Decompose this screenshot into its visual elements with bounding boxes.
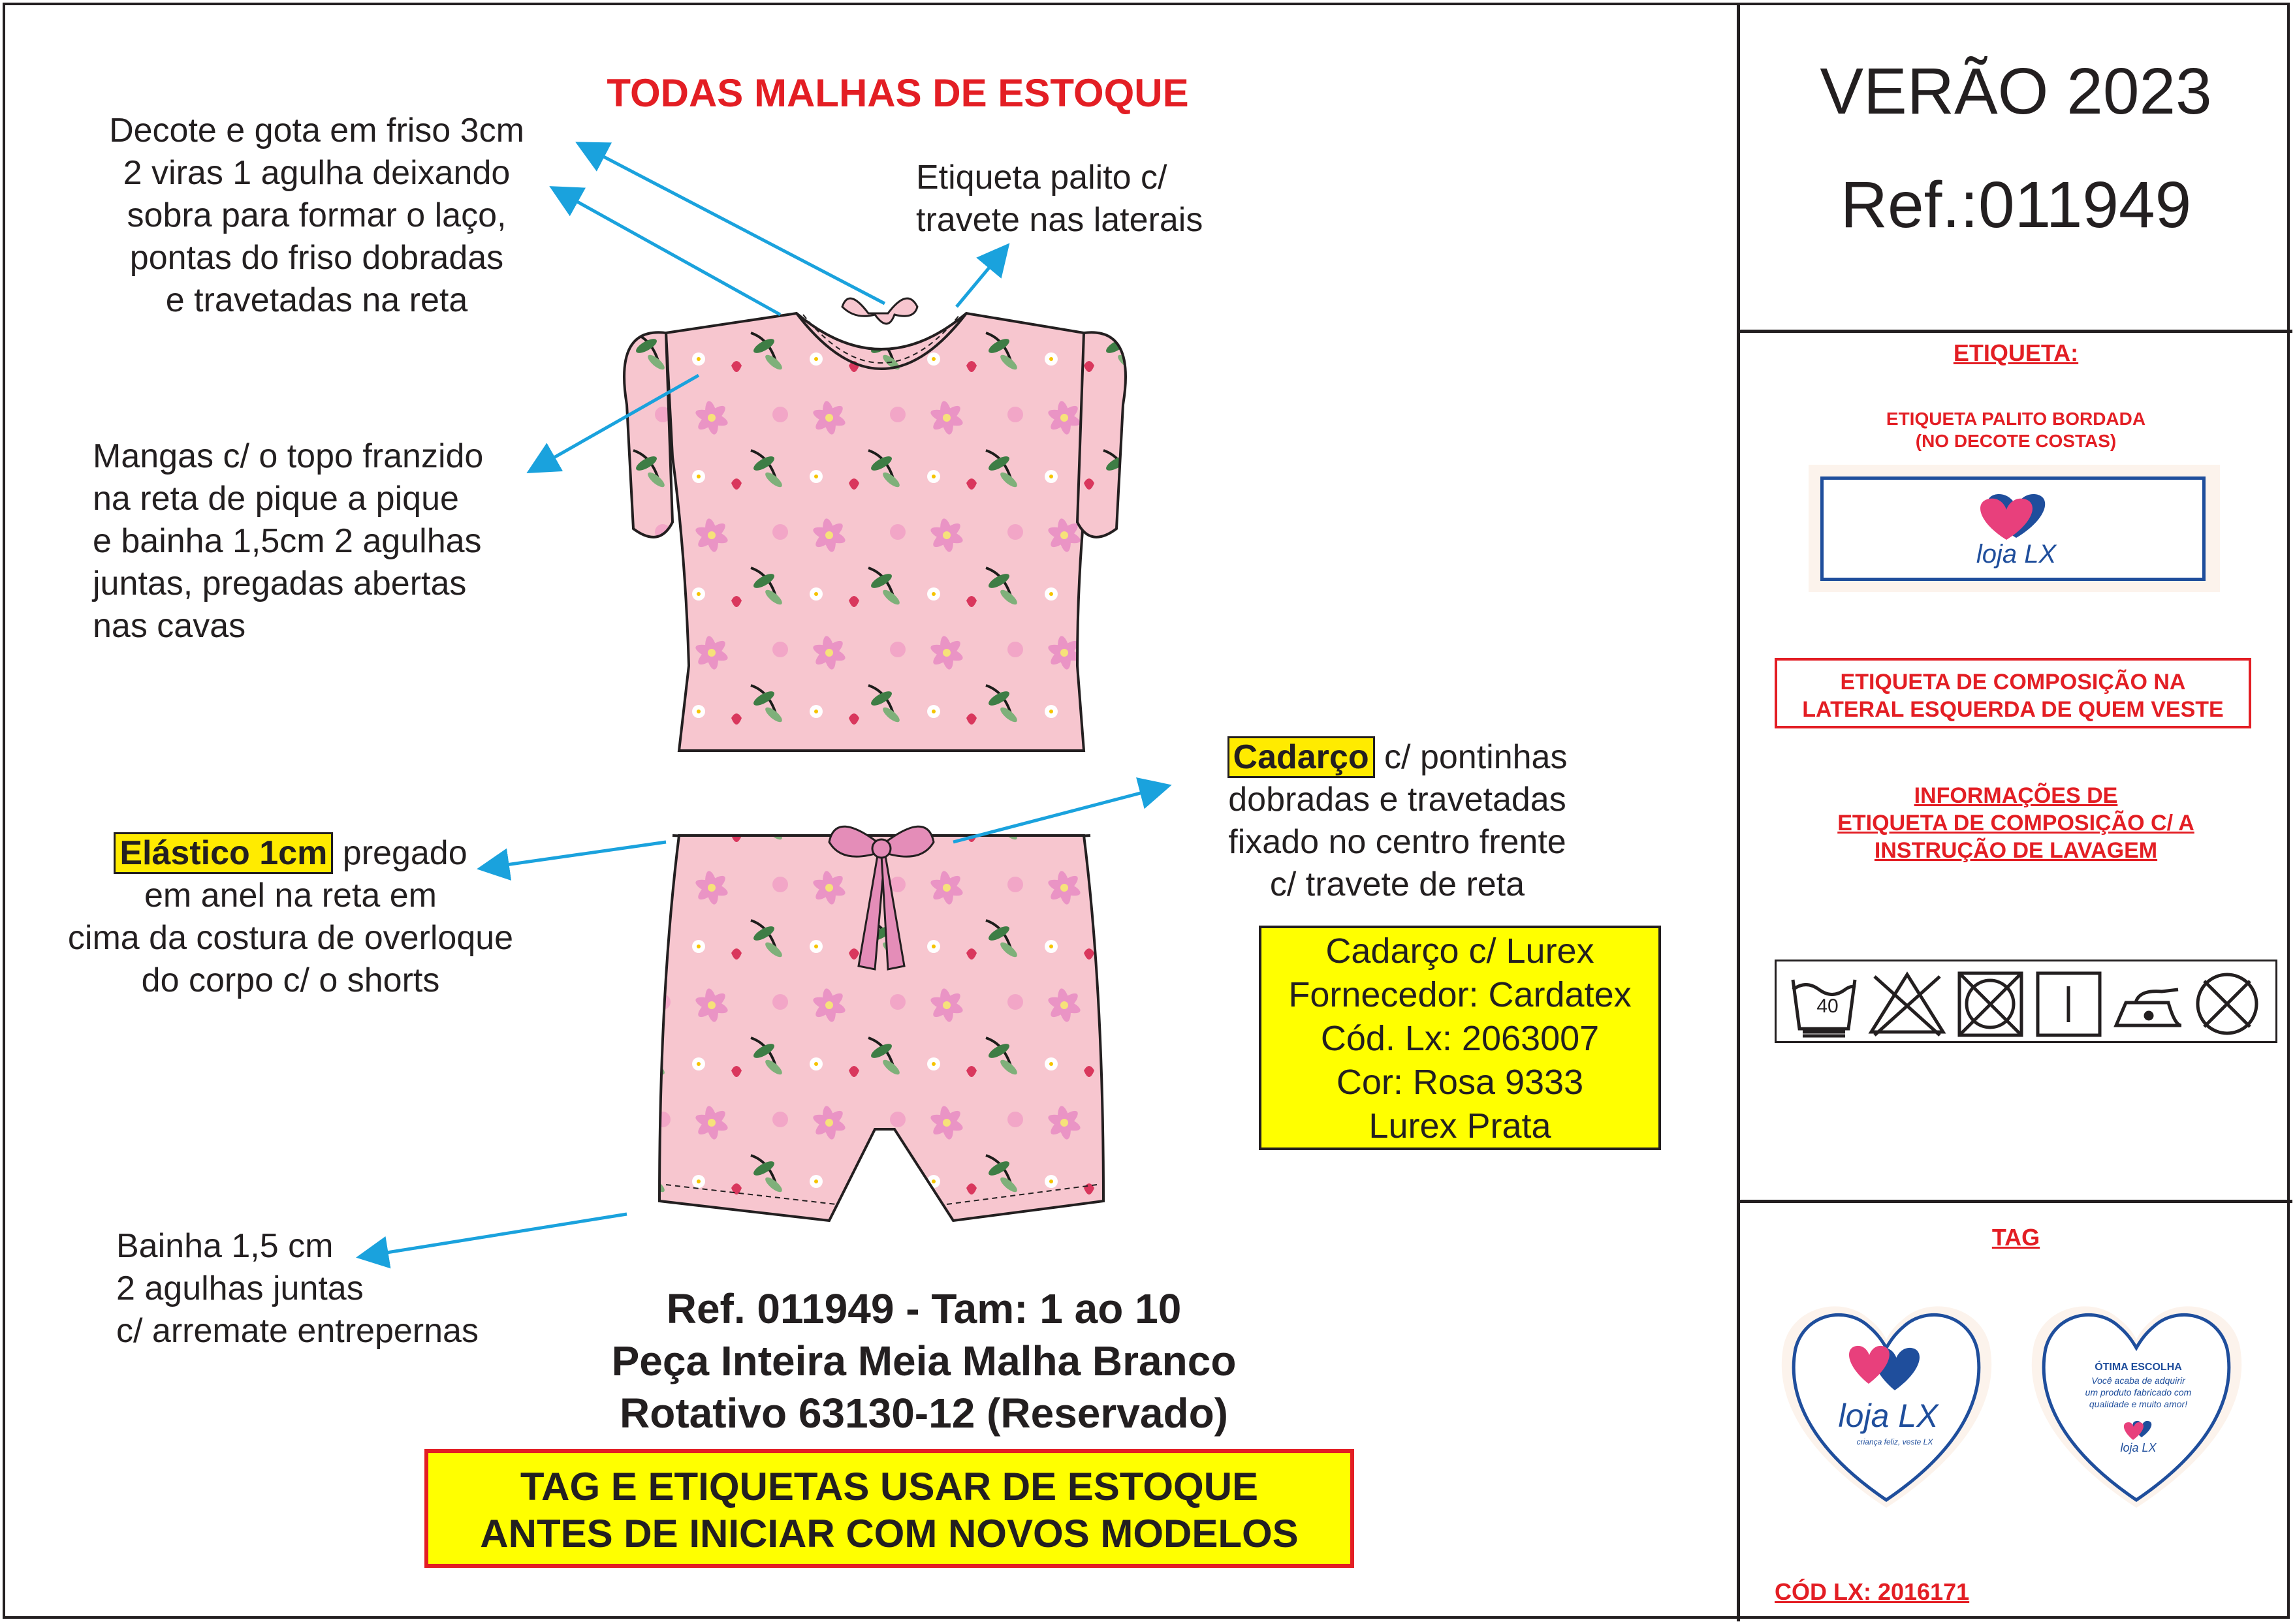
note-line: c/ arremate entrepernas: [116, 1312, 479, 1350]
supplier-line: Cód. Lx: 2063007: [1320, 1019, 1600, 1058]
etiqueta-title: ETIQUETA:: [1953, 339, 2079, 366]
warning-line: ANTES DE INICIAR COM NOVOS MODELOS: [480, 1512, 1299, 1555]
note-line: sobra para formar o laço,: [127, 196, 507, 234]
note-line: Decote e gota em friso 3cm: [109, 112, 524, 149]
note-line: Etiqueta palito c/: [916, 159, 1167, 196]
supplier-line: Cadarço c/ Lurex: [1325, 931, 1594, 971]
tag-back-line: um produto fabricado com: [2085, 1387, 2192, 1398]
arrow-viras: [555, 189, 780, 315]
wash-symbols: [1783, 967, 2273, 1038]
note-line: do corpo c/ o shorts: [141, 961, 440, 999]
composicao-line: ETIQUETA DE COMPOSIÇÃO NA: [1840, 670, 2186, 695]
wash-temperature: 40: [1816, 995, 1839, 1017]
label-border: [1820, 476, 2206, 581]
note-line: travete nas laterais: [916, 201, 1203, 239]
product-ref: Ref. 011949 - Tam: 1 ao 10: [666, 1285, 1182, 1332]
product-rotativo: Rotativo 63130-12 (Reservado): [620, 1390, 1228, 1437]
note-line: 2 viras 1 agulha deixando: [123, 154, 511, 192]
etiqueta-desc-line: (NO DECOTE COSTAS): [1915, 431, 2117, 451]
tag-back-line: qualidade e muito amor!: [2089, 1399, 2188, 1409]
note-line: cima da costura de overloque: [67, 919, 514, 957]
warning-line: TAG E ETIQUETAS USAR DE ESTOQUE: [520, 1465, 1259, 1508]
cadarco-highlight: Cadarço: [1227, 736, 1375, 778]
arrow-decote: [581, 145, 885, 304]
tag-back-text: [2060, 1375, 2217, 1410]
sidebar-divider-1: [1737, 330, 2292, 333]
arrow-etiqueta-palito: [957, 248, 1005, 307]
reference: Ref.:011949: [1840, 168, 2192, 242]
supplier-line: Cor: Rosa 9333: [1336, 1063, 1584, 1102]
brand-logo: loja LX: [1976, 540, 2057, 569]
note-line: e travetadas na reta: [165, 281, 468, 319]
tag-front-tagline: criança feliz, veste LX: [1856, 1437, 1933, 1446]
sidebar-divider-2: [1737, 1200, 2292, 1203]
etiqueta-desc: [1740, 408, 2292, 452]
composicao-box: [1775, 658, 2251, 728]
note-text: pregado: [342, 834, 467, 872]
supplier-line: Lurex Prata: [1369, 1106, 1551, 1146]
note-line: dobradas e travetadas: [1228, 781, 1566, 819]
note-text: c/ pontinhas: [1384, 738, 1568, 776]
product-desc: Peça Inteira Meia Malha Branco: [611, 1337, 1237, 1384]
tag-back: [2021, 1292, 2253, 1514]
composicao-line: LATERAL ESQUERDA DE QUEM VESTE: [1802, 697, 2224, 722]
arrow-elastico: [483, 842, 666, 868]
arrow-mangas: [532, 375, 699, 470]
tag-front-logo: loja LX: [1838, 1398, 1939, 1434]
informacoes-line: INFORMAÇÕES DE: [1914, 783, 2118, 808]
tag-title: TAG: [1991, 1224, 2040, 1251]
supplier-line: Fornecedor: Cardatex: [1288, 975, 1632, 1014]
tag-back-title: ÓTIMA ESCOLHA: [2095, 1362, 2182, 1373]
wash-instructions: [1775, 960, 2277, 1043]
note-line: Mangas c/ o topo franzido: [93, 437, 484, 475]
note-line: c/ travete de reta: [1269, 866, 1525, 903]
note-line: Bainha 1,5 cm: [116, 1227, 334, 1265]
note-line: 2 agulhas juntas: [116, 1270, 364, 1307]
elastico-highlight: Elástico 1cm: [114, 832, 333, 874]
cod-lx: CÓD LX: 2016171: [1775, 1578, 1970, 1605]
arrow-cadarco: [953, 787, 1165, 842]
informacoes-line: INSTRUÇÃO DE LAVAGEM: [1874, 838, 2158, 863]
note-line: nas cavas: [93, 607, 246, 645]
note-line: pontas do friso dobradas: [129, 239, 504, 277]
informacoes-text: [1740, 782, 2292, 864]
note-line: em anel na reta em: [144, 877, 437, 914]
note-line: na reta de pique a pique: [93, 480, 459, 518]
tag-front: [1771, 1292, 2002, 1514]
tag-back-logo: loja LX: [2120, 1441, 2157, 1454]
heart-icon: [1971, 489, 2062, 541]
page-title: TODAS MALHAS DE ESTOQUE: [607, 71, 1189, 115]
tag-back-line: Você acaba de adquirir: [2091, 1375, 2185, 1386]
label-palito: [1809, 465, 2220, 592]
note-line: e bainha 1,5cm 2 agulhas: [93, 522, 482, 560]
note-line: juntas, pregadas abertas: [93, 565, 467, 602]
arrow-bainha: [362, 1214, 627, 1257]
note-line: fixado no centro frente: [1228, 823, 1566, 861]
informacoes-line: ETIQUETA DE COMPOSIÇÃO C/ A: [1837, 811, 2194, 835]
season-title: VERÃO 2023: [1820, 55, 2212, 128]
etiqueta-desc-line: ETIQUETA PALITO BORDADA: [1886, 409, 2146, 429]
